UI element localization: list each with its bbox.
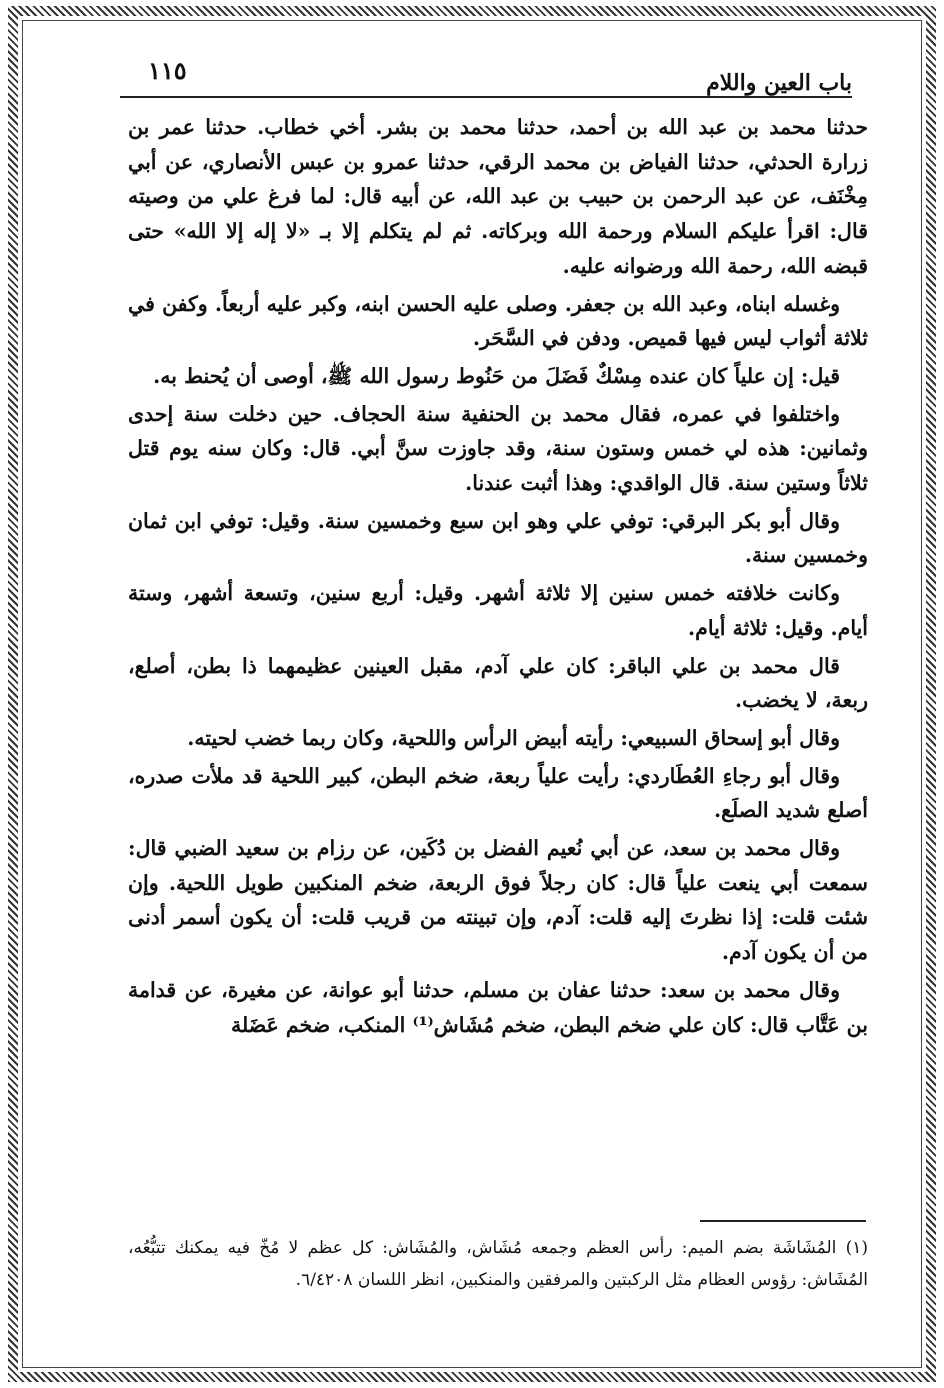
- paragraph: وقال أبو رجاءِ العُطَاردي: رأيت علياً ربعة، ضخم البطن، كبير اللحية قد ملأت صدره، أصلع شديد الصلَع.: [128, 763, 868, 823]
- main-text: [128, 110, 868, 1045]
- paragraph: حدثنا محمد بن عبد الله بن أحمد، حدثنا محمد بن بشر. أخي خطاب. حدثنا عمر بن زرارة الحدثي، حدثنا الفياض بن محمد الرقي، حدثنا عمرو بن عبس الأنصاري، عن أبي مِخْنَف، عن عبد الرحمن بن حبيب بن عبد الله، عن أبيه قال: لما فرغ علي من وصيته قال: اقرأ عليكم السلام ورحمة الله وبركاته. ثم لم يتكلم إلا بـ «لا إله إلا الله» حتى قبضه الله، رحمة الله ورضوانه عليه.: [128, 115, 868, 278]
- paragraph: واختلفوا في عمره، فقال محمد بن الحنفية سنة الحجاف. حين دخلت سنة إحدى وثمانين: هذه لي خمس وستون سنة، وقد جاوزت سنَّ أبي. قال: وكان سنه يوم قتل ثلاثاً وستين سنة. قال الواقدي: وهذا أثبت عندنا.: [128, 401, 868, 496]
- paragraph: وقال أبو إسحاق السبيعي: رأيته أبيض الرأس واللحية، وكان ربما خضب لحيته.: [187, 725, 840, 750]
- paragraph: وقال محمد بن سعد، عن أبي نُعيم الفضل بن دُكَين، عن رزام بن سعيد الضبي قال: سمعت أبي ينعت علياً قال: كان رجلاً فوق الربعة، ضخم المنكبين طويل اللحية. وإن شئت قلت: إذا نظرتَ إليه قلت: آدم، وإن تبينته من قريب قلت: أن يكون أسمر أدنى من أن يكون آدم.: [128, 836, 868, 965]
- footnote: (١) المُشَاشَة بضم الميم: رأس العظم وجمعه مُشَاش، والمُشَاش: كل عظم لا مُخّ فيه يمكنك تتبُّعُه، المُشَاش: رؤوس العظام مثل الركبتين والمرفقين والمنكبين، انظر اللسان ٦/٤٢٠٨.: [128, 1238, 868, 1290]
- paragraph: قيل: إن علياً كان عنده مِسْكٌ فَضَلَ من حَنُوط رسول الله ﷺ، أوصى أن يُحنط به.: [153, 363, 840, 388]
- paragraph: وقال محمد بن سعد: حدثنا عفان بن مسلم، حدثنا أبو عوانة، عن مغيرة، عن قدامة بن عَتَّاب قال: كان علي ضخم البطن، ضخم مُشَاش⁽¹⁾ المنكب، ضخم عَضَلة: [128, 977, 868, 1037]
- running-title: باب العين واللام: [706, 70, 852, 96]
- page-number: ١١٥: [148, 56, 187, 85]
- paragraph: وقال أبو بكر البرقي: توفي علي وهو ابن سبع وخمسين سنة. وقيل: توفي ابن ثمان وخمسين سنة.: [128, 508, 868, 568]
- footnote-separator: [700, 1220, 866, 1222]
- footnotes: [128, 1232, 868, 1296]
- paragraph: وغسله ابناه، وعبد الله بن جعفر. وصلى عليه الحسن ابنه، وكبر عليه أربعاً. وكفن في ثلاثة أثواب ليس فيها قميص. ودفن في السَّحَر.: [128, 291, 868, 351]
- paragraph: قال محمد بن علي الباقر: كان علي آدم، مقبل العينين عظيمهما ذا بطن، أصلع، ربعة، لا يخضب.: [128, 653, 868, 713]
- page-header: [120, 52, 852, 98]
- paragraph: وكانت خلافته خمس سنين إلا ثلاثة أشهر. وقيل: أربع سنين، وتسعة أشهر، وستة أيام. وقيل: ثلاثة أيام.: [128, 581, 868, 640]
